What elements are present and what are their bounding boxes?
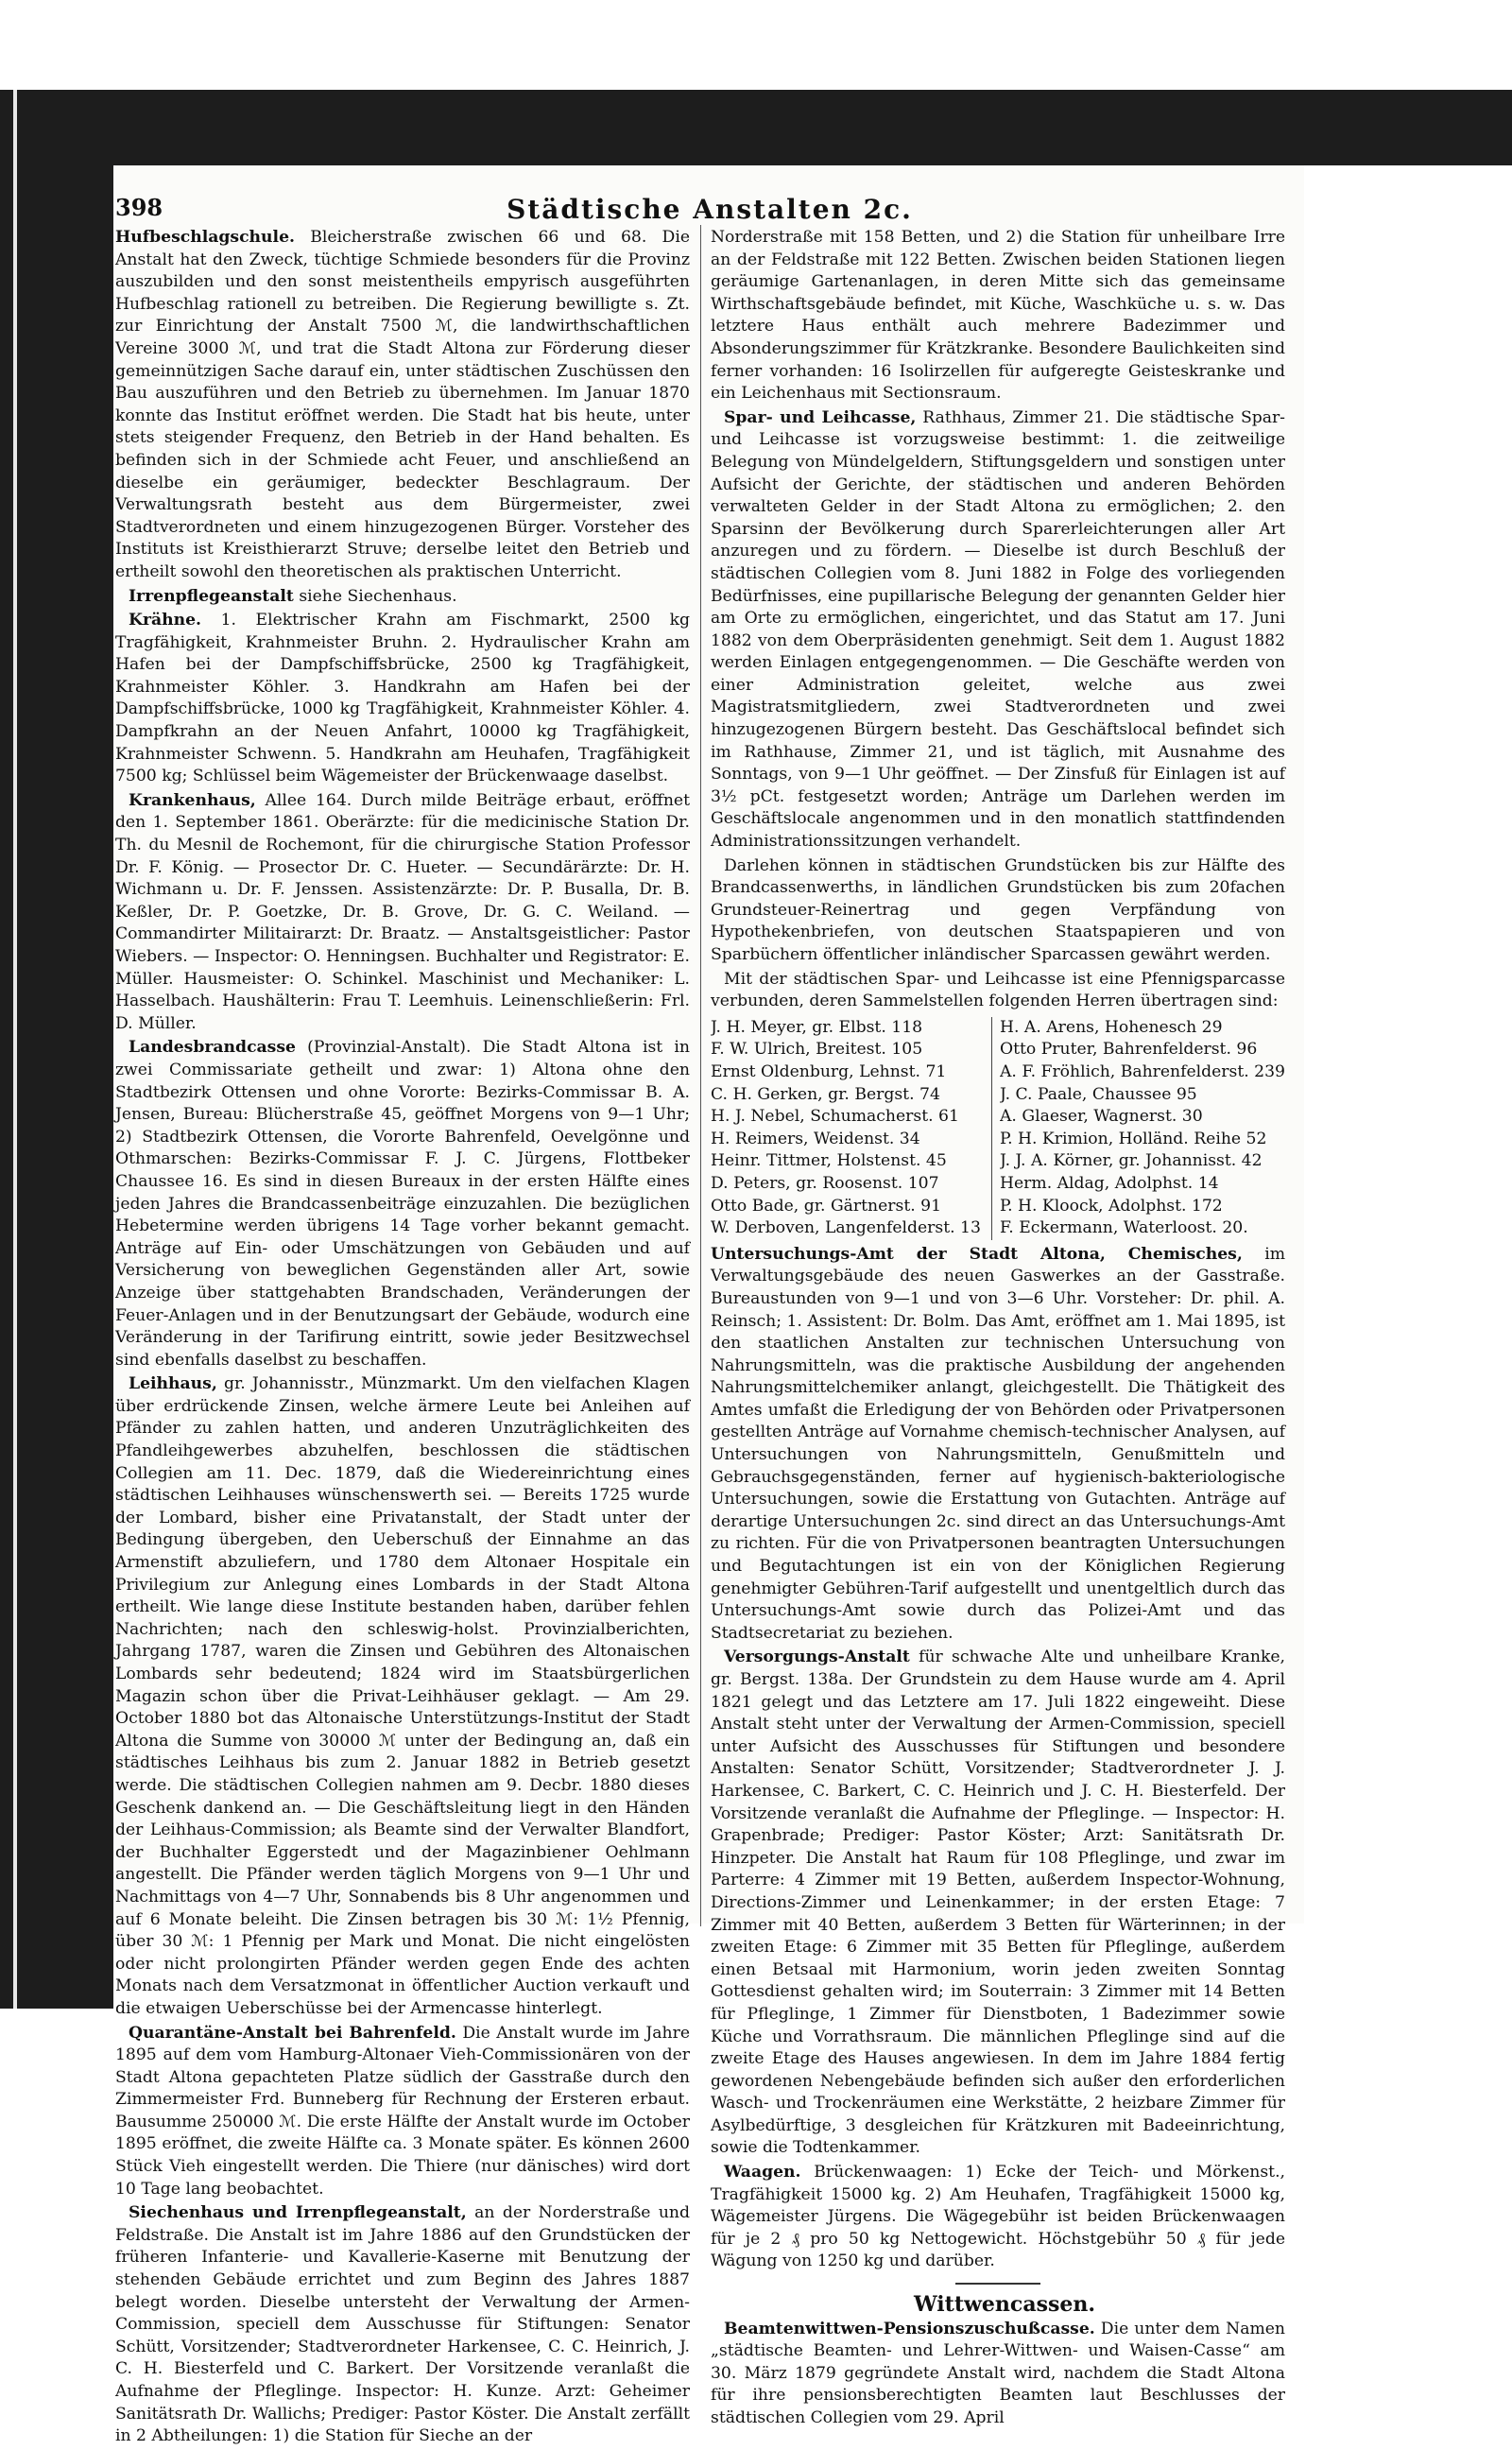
entry-irrenpflegeanstalt: Irrenpflegeanstalt siehe Siechenhaus. — [129, 586, 457, 606]
page-header — [115, 194, 1304, 232]
collection-agents-list — [711, 1017, 1285, 1240]
list-item: Otto Bade, gr. Gärtnerst. 91 — [711, 1196, 942, 1216]
list-item: H. A. Arens, Hohenesch 29 — [1000, 1017, 1223, 1037]
entry-krankenhaus: Krankenhaus, Allee 164. Durch milde Beiträge erbaut, eröffnet den 1. September 1861. Oberärzte: für die medicinische Station Dr. Th. du Mesnil de Rochemont, für die chirurgische Station Professor Dr. F. König. — Prosector Dr. C. Hueter. — Secundärärzte: Dr. H. Wichmann u. Dr. F. Jenssen. Assistenzärzte: Dr. P. Busalla, Dr. B. Keßler, Dr. P. Goetzke, Dr. B. Grove, Dr. G. C. Weiland. — Commandirter Militairarzt: Dr. Braatz. — Anstaltsgeistlicher: Pastor Wiebers. — Inspector: O. Henningsen. Buchhalter und Registrator: E. Müller. Hausmeister: O. Schinkel. Maschinist und Mechaniker: L. Hasselbach. Haushälterin: Frau T. Leemhuis. Leinenschließerin: Frl. D. Müller. — [115, 790, 690, 1033]
list-item: W. Derboven, Langenfelderst. 13 — [711, 1218, 981, 1238]
list-item: A. Glaeser, Wagnerst. 30 — [1000, 1107, 1203, 1127]
list-item: Herm. Aldag, Adolphst. 14 — [1000, 1173, 1219, 1193]
entry-beamtenwittwen: Beamtenwittwen-Pensionszuschußcasse. Die unter dem Namen „städtische Beamten- und Lehrer-Wittwen- und Waisen-Casse“ am 30. März 1879 gegründete Anstalt wird, nachdem die Stadt Altona für ihre pensionsberechtigten Beamten laut Beschlusses der städtischen Collegien vom 29. April — [711, 2319, 1285, 2427]
scan-border-left — [0, 90, 113, 2009]
section-divider — [955, 2283, 1040, 2285]
list-item: F. W. Ulrich, Breitest. 105 — [711, 1040, 923, 1060]
column-divider — [700, 225, 701, 1926]
list-item: C. H. Gerken, gr. Bergst. 74 — [711, 1084, 940, 1104]
list-item: J. H. Meyer, gr. Elbst. 118 — [711, 1017, 923, 1037]
list-item: P. H. Kloock, Adolphst. 172 — [1000, 1196, 1223, 1216]
entry-hufbeschlagschule: Hufbeschlagschule. Bleicherstraße zwischen 66 und 68. Die Anstalt hat den Zweck, tüchtige Schmiede besonders für die Provinz auszubilden und den sonst meistentheils empyrisch ausgeführten Hufbeschlag rationell zu betreiben. Die Regierung bewilligte s. Zt. zur Einrichtung der Anstalt 7500 ℳ, die landwirthschaftlichen Vereine 3000 ℳ, und trat die Stadt Altona zur Förderung dieser gemeinnützigen Sache darauf ein, unter städtischen Zuschüssen den Bau auszuführen und den Betrieb zu übernehmen. Im Januar 1870 konnte das Institut eröffnet werden. Die Stadt hat bis heute, unter stets steigender Frequenz, den Betrieb in der Hand behalten. Es befinden sich in der Schmiede acht Feuer, und anschließend an dieselbe ein geräumiger, bedeckter Beschlagraum. Der Verwaltungsrath besteht aus dem Bürgermeister, zwei Stadtverordneten und einem hinzugezogenen Bürger. Vorsteher des Instituts ist Kreisthierarzt Struve; derselbe leitet den Betrieb und ertheilt sowohl den theoretischen als praktischen Unterricht. — [115, 228, 690, 581]
list-item: D. Peters, gr. Roosenst. 107 — [711, 1173, 939, 1193]
right-column — [711, 227, 1285, 2432]
list-item: H. Reimers, Weidenst. 34 — [711, 1129, 920, 1148]
entry-landesbrandcasse: Landesbrandcasse (Provinzial-Anstalt). Die Stadt Altona ist in zwei Commissariate getheilt und zwar: 1) Altona ohne den Stadtbezirk Ottensen und ohne Vororte: Bezirks-Commissar B. A. Jensen, Bureau: Blücherstraße 45, geöffnet Morgens von 9—1 Uhr; 2) Stadtbezirk Ottensen, die Vororte Bahrenfeld, Oevelgönne und Othmarschen: Bezirks-Commissar F. J. C. Jürgens, Flottbeker Chaussee 16. Es sind in diesen Bureaux in der ersten Hälfte eines jeden Jahres die Brandcassenbeiträge einzuzahlen. Die bezüglichen Hebetermine werden übrigens 14 Tage vorher bekannt gemacht. Anträge auf Ein- oder Umschätzungen von Gebäuden und auf Versicherung von beweglichen Gegenständen aller Art, sowie Anzeige über stattgehabten Brandschaden, Veränderungen der Feuer-Anlagen und in der Benutzungsart der Gebäude, wodurch eine Veränderung in der Tarifirung eintritt, sowie jeder Besitzwechsel sind ebenfalls daselbst zu beschaffen. — [115, 1038, 690, 1370]
page-number: 398 — [115, 194, 163, 221]
entry-siechenhaus: Siechenhaus und Irrenpflegeanstalt, an der Norderstraße und Feldstraße. Die Anstalt ist im Jahre 1886 auf den Grundstücken der früheren Infanterie- und Kavallerie-Kaserne mit Benutzung der stehenden Gebäude errichtet und zum Beginn des Jahres 1887 belegt worden. Dieselbe untersteht der Verwaltung der Armen-Commission, speciell dem Ausschusse für Stiftungen: Senator Schütt, Vorsitzender; Stadtverordneter Harkensee, C. C. Heinrich, J. C. H. Biesterfeld und C. Barkert. Der Vorsitzende veranlaßt die Aufnahme der Pfleglinge. Inspector: H. Kunze. Arzt: Geheimer Sanitätsrath Dr. Wallichs; Prediger: Pastor Köster. Die Anstalt zerfällt in 2 Abtheilungen: 1) die Station für Sieche an der — [115, 2203, 691, 2446]
agents-right-list — [1000, 1017, 1285, 1240]
left-column — [115, 227, 690, 2450]
scan-border-top — [0, 90, 1512, 165]
pfennigsparcasse-intro: Mit der städtischen Spar- und Leihcasse ist eine Pfennigsparcasse verbunden, deren Sammelstellen folgenden Herren übertragen sind: — [711, 969, 1285, 1011]
list-item: H. J. Nebel, Schumacherst. 61 — [711, 1107, 959, 1127]
entry-kraehne: Krähne. 1. Elektrischer Krahn am Fischmarkt, 2500 kg Tragfähigkeit, Krahnmeister Bruhn. 2. Hydraulischer Krahn am Hafen bei der Dampfschiffsbrücke, 2500 kg Tragfähigkeit, Krahnmeister Köhler. 3. Handkrahn am Hafen bei der Dampfschiffsbrücke, 1000 kg Tragfähigkeit, Krahnmeister Köhler. 4. Dampfkrahn an der Neuen Anfahrt, 10000 kg Tragfähigkeit, Krahnmeister Schwenn. 5. Handkrahn am Heuhafen, Tragfähigkeit 7500 kg; Schlüssel beim Wägemeister der Brückenwaage daselbst. — [115, 611, 690, 786]
siechenhaus-continuation: Norderstraße mit 158 Betten, und 2) die Station für unheilbare Irre an der Feldstraße mit 122 Betten. Zwischen beiden Stationen liegen geräumige Gartenanlagen, in deren Mitte sich das gemeinsame Wirthschaftsgebäude befindet, mit Küche, Waschküche u. s. w. Das letztere Haus enthält auch mehrere Badezimmer und Absonderungszimmer für Krätzkranke. Besondere Baulichkeiten sind ferner vorhanden: 16 Isolirzellen für aufgeregte Geisteskranke und ein Leichenhaus mit Sectionsraum. — [711, 228, 1285, 404]
list-item: Otto Pruter, Bahrenfelderst. 96 — [1000, 1040, 1258, 1060]
entry-untersuchungsamt: Untersuchungs-Amt der Stadt Altona, Chemisches, im Verwaltungsgebäude des neuen Gaswerkes an der Gasstraße. Bureaustunden von 9—1 und von 3—6 Uhr. Vorsteher: Dr. phil. A. Reinsch; 1. Assistent: Dr. Bolm. Das Amt, eröffnet am 1. Mai 1895, ist den staatlichen Anstalten zur technischen Untersuchung von Nahrungsmitteln, was die praktische Ausbildung der angehenden Nahrungsmittelchemiker anlangt, gleichgestellt. Die Thätigkeit des Amtes umfaßt die Erledigung der von Behörden oder Privatpersonen gestellten Anträge auf Vornahme chemisch-technischer Analysen, auf Untersuchungen von Nahrungsmitteln, Genußmitteln und Gebrauchsgegenständen, ferner auf hygienisch-bakteriologische Untersuchungen, sowie die Erstattung von Gutachten. Anträge auf derartige Untersuchungen 2c. sind direct an das Untersuchungs-Amt zu richten. Für die von Privatpersonen beantragten Untersuchungen und Begutachtungen ist ein von der Königlichen Regierung genehmigter Gebühren-Tarif aufgestellt und unentgeltlich durch das Untersuchungs-Amt sowie durch das Polizei-Amt und das Stadtsecretariat zu beziehen. — [711, 1244, 1285, 1643]
entry-leihhaus: Leihhaus, gr. Johannisstr., Münzmarkt. Um den vielfachen Klagen über erdrückende Zinsen, welche ärmere Leute bei Anleihen auf Pfänder zu zahlen hatten, und anderen Unzuträglichkeiten des Pfandleihgewerbes abzuhelfen, beschlossen die städtischen Collegien am 11. Dec. 1879, daß die Wiedereinrichtung eines städtischen Leihhauses wünschenswerth sei. — Bereits 1725 wurde der Lombard, bisher eine Privatanstalt, der Stadt unter der Bedingung übergeben, den Ueberschuß der Einnahme an das Armenstift abzuliefern, und 1780 dem Altonaer Hospitale ein Privilegium zur Anlegung eines Lombards in der Stadt Altona ertheilt. Wie lange diese Institute bestanden haben, darüber fehlen Nachrichten; nach den schleswig-holst. Provinzialberichten, Jahrgang 1787, waren die Zinsen und Gebühren des Altonaischen Lombards sehr bedeutend; 1824 wird im Staatsbürgerlichen Magazin schon über die Privat-Leihhäuser geklagt. — Am 29. October 1880 bot das Altonaische Unterstützungs-Institut der Stadt Altona die Summe von 30000 ℳ unter der Bedingung an, daß ein städtisches Leihhaus bis zum 2. Januar 1882 in Betrieb gesetzt werde. Die städtischen Collegien nahmen am 9. Decbr. 1880 dieses Geschenk dankend an. — Die Geschäftsleitung liegt in den Händen der Leihhaus-Commission; als Beamte sind der Verwalter Blandfort, der Buchhalter Eggerstedt und der Magazinbiener Oehlmann angestellt. Die Pfänder werden täglich Morgens von 9—1 Uhr und Nachmittags von 4—7 Uhr, Sonnabends bis 8 Uhr angenommen und auf 6 Monate beleiht. Die Zinsen betragen bis 30 ℳ: 1½ Pfennig, über 30 ℳ: 1 Pfennig per Mark und Monat. Die nicht eingelösten oder nicht prolongirten Pfänder werden gegen Ende des achten Monats nach dem Versatzmonat in öffentlicher Auction verkauft und die etwaigen Ueberschüsse bei der Armencasse hinterlegt. — [115, 1374, 690, 2018]
entry-versorgungs-anstalt: Versorgungs-Anstalt für schwache Alte und unheilbare Kranke, gr. Bergst. 138a. Der Grundstein zu dem Hause wurde am 4. April 1821 gelegt und das Letztere am 17. Juli 1822 eingeweiht. Diese Anstalt steht unter der Verwaltung der Armen-Commission, speciell unter Aufsicht des Ausschusses für Stiftungen und besondere Anstalten: Senator Schütt, Vorsitzender; Stadtverordneter J. J. Harkensee, C. Barkert, C. C. Heinrich und J. C. H. Biesterfeld. Der Vorsitzende veranlaßt die Aufnahme der Pfleglinge. — Inspector: H. Grapenbrade; Prediger: Pastor Köster; Arzt: Sanitätsrath Dr. Hinzpeter. Die Anstalt hat Raum für 108 Pfleglinge, und zwar im Parterre: 4 Zimmer mit 19 Betten, außerdem Inspector-Wohnung, Directions-Zimmer und Leinenkammer; in der ersten Etage: 7 Zimmer mit 40 Betten, außerdem 3 Betten für Wärterinnen; in der zweiten Etage: 6 Zimmer mit 35 Betten für Pfleglinge, außerdem einen Betsaal mit Harmonium, worin jeden zweiten Sonntag Gottesdienst gehalten wird; im Souterrain: 3 Zimmer mit 14 Betten für Pfleglinge, 1 Zimmer für Dienstboten, 1 Badezimmer sowie Küche und Vorrathsraum. Die männlichen Pfleglinge sind auf die zweite Etage des Hauses angewiesen. In dem im Jahre 1884 fertig gewordenen Nebengebäude befinden sich außer den erforderlichen Wasch- und Trockenräumen eine Werkstätte, 2 heizbare Zimmer für Asylbedürftige, 3 desgleichen für Krätzkuren mit Badeeinrichtung, sowie die Todtenkammer. — [711, 1648, 1285, 2158]
entry-waagen: Waagen. Brückenwaagen: 1) Ecke der Teich- und Mörkenst., Tragfähigkeit 15000 kg. 2) Am Heuhafen, Tragfähigkeit 15000 kg, Wägemeister Jürgens. Die Wägegebühr ist beiden Brückenwaagen für je 2 ₰ pro 50 kg Nettogewicht. Höchstgebühr 50 ₰ für jede Wägung von 1250 kg und darüber. — [711, 2163, 1285, 2271]
list-item: Ernst Oldenburg, Lehnst. 71 — [711, 1061, 947, 1081]
list-item: F. Eckermann, Waterloost. 20. — [1000, 1218, 1248, 1238]
list-item: P. H. Krimion, Holländ. Reihe 52 — [1000, 1129, 1267, 1148]
entry-quarantaene-anstalt: Quarantäne-Anstalt bei Bahrenfeld. Die Anstalt wurde im Jahre 1895 auf dem vom Hamburg-Altonaer Vieh-Commissionären von der Stadt Altona gepachteten Platze südlich der Gasstraße durch den Zimmermeister Frd. Bunneberg für Rechnung der Ersteren erbaut. Bausumme 250000 ℳ. Die erste Hälfte der Anstalt wurde im October 1895 eröffnet, die zweite Hälfte ca. 3 Monate später. Es können 2600 Stück Vieh eingestellt werden. Die Thiere (nur dänisches) wird dort 10 Tage lang beobachtet. — [115, 2023, 690, 2199]
list-item: Heinr. Tittmer, Holstenst. 45 — [711, 1151, 947, 1171]
entry-spar-und-leihcasse: Spar- und Leihcasse, Rathhaus, Zimmer 21. Die städtische Spar- und Leihcasse ist vorzugsweise bestimmt: 1. die zeitweilige Belegung von Mündelgeldern, Stiftungsgeldern und sonstigen unter Aufsicht der Gerichte, der städtischen und anderen Behörden verwalteten Gelder in der Stadt Altona zu ermöglichen; 2. den Sparsinn der Bevölkerung durch Sparerleichterungen aller Art anzuregen und zu fördern. — Dieselbe ist durch Beschluß der städtischen Collegien vom 8. Juni 1882 in Folge des vorliegenden Bedürfnisses, eine pupillarische Belegung der genannten Gelder hier am Orte zu ermöglichen, eingerichtet, und das Statut am 17. Juni 1882 von dem Oberpräsidenten genehmigt. Seit dem 1. August 1882 werden Einlagen entgegengenommen. — Die Geschäfte werden von einer Administration geleitet, welche aus zwei Magistratsmitgliedern, zwei Stadtverordneten und zwei hinzugezogenen Bürgern besteht. Das Geschäftslocal befindet sich im Rathhause, Zimmer 21, und ist täglich, mit Ausnahme des Sonntags, von 9—1 Uhr geöffnet. — Der Zinsfuß für Einlagen ist auf 3½ pCt. festgesetzt worden; Anträge um Darlehen werden im Geschäftslocale angenommen und in den monatlich stattfindenden Administrationssitzungen verhandelt. — [711, 407, 1285, 852]
running-head: Städtische Anstalten 2c. — [507, 194, 913, 225]
section-title: Wittwencassen. — [913, 2292, 1095, 2318]
agents-left-list — [711, 1017, 992, 1240]
list-item: A. F. Fröhlich, Bahrenfelderst. 239 — [1000, 1061, 1285, 1081]
darlehen-paragraph: Darlehen können in städtischen Grundstücken bis zur Hälfte des Brandcassenwerths, in ländlichen Grundstücken bis zum 20fachen Grundsteuer-Reinertrag und gegen Verpfändung von Hypothekenbriefen, von deutschen Staatspapieren und von Sparbüchern öffentlicher inländischer Sparcassen gewährt werden. — [711, 855, 1285, 964]
list-item: J. J. A. Körner, gr. Johannisst. 42 — [1000, 1151, 1263, 1171]
list-item: J. C. Paale, Chaussee 95 — [1000, 1084, 1197, 1104]
